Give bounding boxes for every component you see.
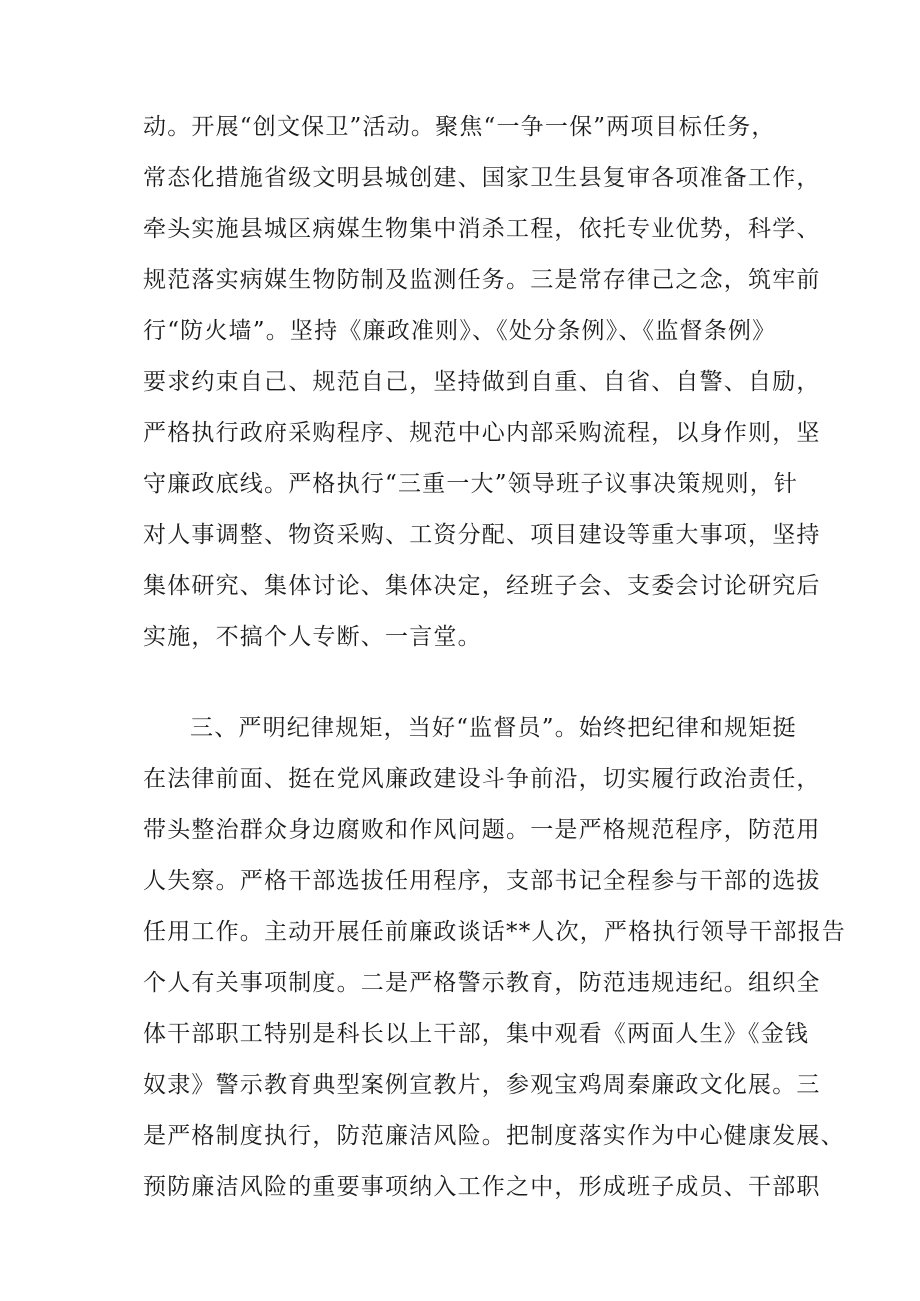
paragraph-2-line-5: 任用工作。主动开展任前廉政谈话**人次，严格执行领导干部报告 — [143, 919, 846, 945]
paragraph-2-line-6: 个人有关事项制度。二是严格警示教育，防范违规违纪。组织全 — [143, 970, 821, 996]
paragraph-1-line-11: 实施，不搞个人专断、一言堂。 — [143, 624, 482, 650]
paragraph-2-line-1: 三、严明纪律规矩，当好“监督员”。始终把纪律和规矩挺 — [190, 715, 797, 741]
paragraph-2-line-2: 在法律前面、挺在党风廉政建设斗争前沿，切实履行政治责任， — [143, 766, 821, 792]
paragraph-2-line-7: 体干部职工特别是科长以上干部，集中观看《两面人生》《金钱 — [143, 1021, 810, 1047]
paragraph-1-line-8: 守廉政底线。严格执行“三重一大”领导班子议事决策规则，针 — [143, 471, 799, 497]
paragraph-2-line-3: 带头整治群众身边腐败和作风问题。一是严格规范程序，防范用 — [143, 817, 821, 843]
paragraph-1-line-9: 对人事调整、物资采购、工资分配、项目建设等重大事项，坚持 — [143, 522, 821, 548]
paragraph-1-line-5: 行“防火墙”。坚持《廉政准则》、《处分条例》、《监督条例》 — [143, 318, 777, 344]
paragraph-1-line-1: 动。开展“创文保卫”活动。聚焦“一争一保”两项目标任务， — [143, 114, 776, 140]
paragraph-2-line-9: 是严格制度执行，防范廉洁风险。把制度落实作为中心健康发展、 — [143, 1123, 845, 1149]
paragraph-1-line-4: 规范落实病媒生物防制及监测任务。三是常存律己之念，筑牢前 — [143, 267, 821, 293]
paragraph-1-line-6: 要求约束自己、规范自己，坚持做到自重、自省、自警、自励， — [143, 369, 821, 395]
paragraph-1-line-7: 严格执行政府采购程序、规范中心内部采购流程，以身作则，坚 — [143, 420, 821, 446]
paragraph-1-line-2: 常态化措施省级文明县城创建、国家卫生县复审各项准备工作， — [143, 165, 821, 191]
paragraph-1-line-3: 牵头实施县城区病媒生物集中消杀工程，依托专业优势，科学、 — [143, 216, 821, 242]
paragraph-1-line-10: 集体研究、集体讨论、集体决定，经班子会、支委会讨论研究后 — [143, 573, 821, 599]
paragraph-2-line-4: 人失察。严格干部选拔任用程序，支部书记全程参与干部的选拔 — [143, 868, 821, 894]
paragraph-2-line-10: 预防廉洁风险的重要事项纳入工作之中，形成班子成员、干部职 — [143, 1174, 821, 1200]
paragraph-2-line-8: 奴隶》警示教育典型案例宣教片，参观宝鸡周秦廉政文化展。三 — [143, 1072, 821, 1098]
